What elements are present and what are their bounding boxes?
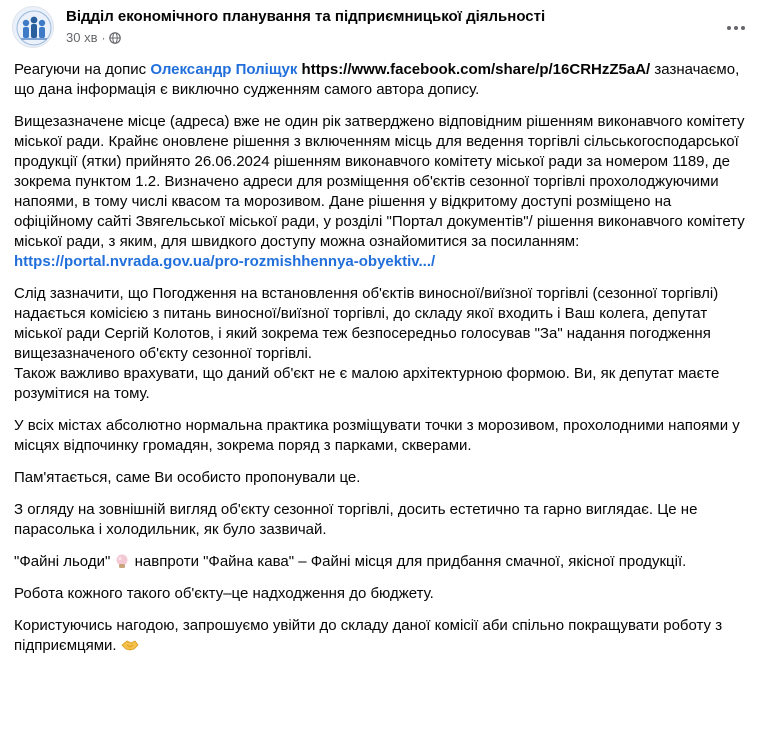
- p3-text-b: Також важливо врахувати, що даний об'єкт не є малою архітектурною формою. Ви, як депутат маєте розумітися на тому.: [14, 365, 720, 402]
- mention-link[interactable]: Олександр Поліщук: [150, 61, 298, 78]
- paragraph-4: У всіх містах абсолютно нормальна практика розміщувати точки з морозивом, прохолодними напоями у місцях відпочинку громадян, зокрема поряд з парками, скверами.: [14, 417, 740, 454]
- post-meta: [66, 30, 121, 45]
- p1-text-a: Реагуючи на допис: [14, 61, 151, 78]
- paragraph-6: З огляду на зовнішній вигляд об'єкту сезонної торгівлі, досить естетично та гарно виглядає. Це не парасолька і холодильник, як було зазвичай.: [14, 501, 698, 538]
- paragraph-3: [14, 284, 754, 404]
- page-name[interactable]: Відділ економічного планування та підприємницької діяльності: [66, 8, 546, 25]
- meta-separator: ·: [101, 30, 106, 45]
- post-header: [12, 4, 754, 52]
- p7-text-b: навпроти "Файна кава" – Файні місця для придбання смачної, якісної продукції.: [130, 553, 687, 570]
- paragraph-5: Пам'ятається, саме Ви особисто пропонували це.: [14, 469, 361, 486]
- p1-text-c: зазначаємо, що дана інформація є виключно судженням самого автора допису.: [14, 61, 740, 98]
- page-avatar[interactable]: [12, 6, 54, 48]
- facebook-share-url[interactable]: https://www.facebook.com/share/p/16CRHzZ5aA/: [301, 61, 651, 78]
- p3-text-a: Слід зазначити, що Погодження на встановлення об'єктів виносної/виїзної торгівлі (сезонної торгівлі) надається комісією з питань виносної/виїзної торгівлі, до складу якої входить і Ваш колега, депутат міської ради Сергій Колотов, і який зокрема теж безпосередньо голосував "За" надання погодження вищезазначеного об'єкту сезонної торгівлі.: [14, 285, 719, 362]
- post-time[interactable]: 30 хв: [66, 30, 98, 45]
- globe-icon[interactable]: [109, 32, 121, 44]
- p9-text: Користуючись нагодою, запрошуємо увійти до складу даної комісії аби спільно покращувати роботу з підприємцями.: [14, 617, 723, 654]
- more-horizontal-icon: [726, 25, 746, 31]
- ice-cream-icon: [114, 553, 130, 569]
- handshake-icon: [121, 637, 137, 653]
- paragraph-9: [14, 616, 754, 656]
- paragraph-2: [14, 112, 754, 272]
- paragraph-8: Робота кожного такого об'єкту–це надходження до бюджету.: [14, 585, 434, 602]
- portal-link[interactable]: https://portal.nvrada.gov.ua/pro-rozmishhennya-obyektiv.../: [14, 253, 436, 270]
- p7-text-a: "Файні льоди": [14, 553, 111, 570]
- paragraph-7: [14, 552, 754, 572]
- p2-text: Вищезазначене місце (адреса) вже не один рік затверджено відповідним рішенням виконавчого комітету міської ради. Крайнє оновлене рішення з включенням місць для ведення торгівлі сільськогосподарської продукції (ятки) прийнято 26.06.2024 рішенням виконавчого комітету міської ради за номером 1189, де зокрема пунктом 1.2. Визначено адреси для розміщення об'єктів сезонної торгівлі прохолоджуючими напоями, в тому числі квасом та морозивом. Дане рішення у відкритому доступі розміщено на офіційному сайті Звягельської міської ради, у розділі "Портал документів"/ рішення виконавчого комітету міської ради, з яким, для швидкого доступу можна ознайомитися за посиланням:: [14, 113, 745, 250]
- paragraph-1: [14, 60, 754, 100]
- post-text: [14, 60, 754, 668]
- more-options-button[interactable]: [720, 12, 752, 44]
